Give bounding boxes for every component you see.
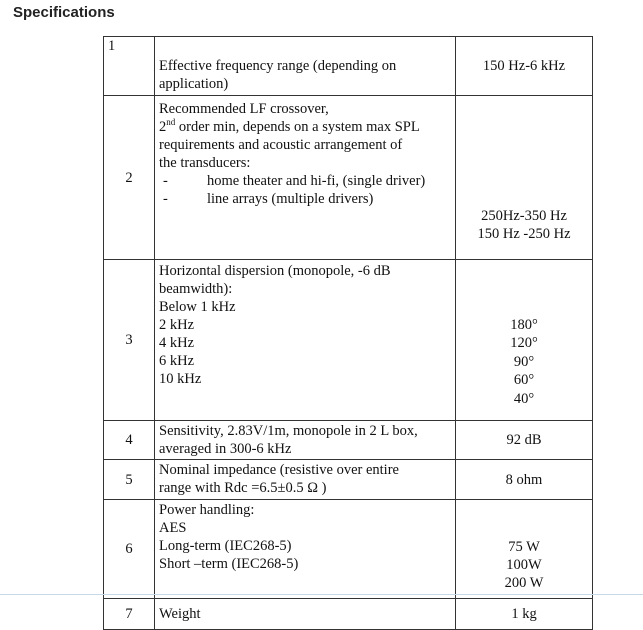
value-line: 180° <box>510 316 538 333</box>
order-rest: order min, depends on a system max SPL <box>175 119 420 135</box>
row-number: 1 <box>104 37 155 96</box>
table-row <box>104 421 593 460</box>
page-bottom-rule <box>0 594 643 595</box>
specifications-table <box>103 36 593 630</box>
row-description <box>155 96 456 260</box>
description-line: requirements and acoustic arrangement of <box>159 137 403 153</box>
value-line: 200 W <box>504 575 544 591</box>
table-row <box>104 96 593 260</box>
value-line: 120° <box>510 335 538 351</box>
row-value <box>456 37 593 96</box>
bullet-text: line arrays (multiple drivers) <box>207 191 374 207</box>
value-line: 100W <box>506 557 542 573</box>
description-line: application) <box>159 76 229 92</box>
row-number: 4 <box>104 421 155 460</box>
description-line: 10 kHz <box>159 371 202 387</box>
row-number: 6 <box>104 500 155 599</box>
description-line <box>159 118 455 136</box>
row-description <box>155 260 456 421</box>
description-line: 2 kHz <box>159 317 195 333</box>
description-line: beamwidth): <box>159 281 233 297</box>
value-line: 250Hz-350 Hz <box>481 208 567 224</box>
bullet-item <box>159 190 455 208</box>
value-line: 60° <box>513 372 535 388</box>
row-number: 2 <box>104 96 155 260</box>
description-line: 6 kHz <box>159 353 195 369</box>
row-description <box>155 599 456 630</box>
row-description <box>155 421 456 460</box>
table-row <box>104 599 593 630</box>
value-line: 1 kg <box>511 606 537 622</box>
value-line: 90° <box>513 353 535 370</box>
value-line: 75 W <box>508 539 540 555</box>
row-number: 5 <box>104 460 155 500</box>
table-row <box>104 260 593 421</box>
description-line: Sensitivity, 2.83V/1m, monopole in 2 L box, <box>159 423 418 439</box>
description-line: Recommended LF crossover, <box>159 101 329 117</box>
description-line: Weight <box>159 606 201 622</box>
row-description <box>155 500 456 599</box>
bullet-item <box>159 172 455 190</box>
description-line: AES <box>159 520 187 536</box>
row-value <box>456 500 593 599</box>
bullet-text: home theater and hi-fi, (single driver) <box>207 173 426 189</box>
description-line: range with Rdc =6.5±0.5 Ω ) <box>159 480 327 496</box>
description-line: averaged in 300-6 kHz <box>159 441 292 457</box>
row-description <box>155 37 456 96</box>
description-line: Effective frequency range (depending on <box>159 58 397 74</box>
row-value <box>456 421 593 460</box>
description-line: Nominal impedance (resistive over entire <box>159 462 399 478</box>
row-value <box>456 96 593 260</box>
page-title: Specifications <box>13 4 115 21</box>
description-line: Short –term (IEC268-5) <box>159 556 299 572</box>
bullet-dash: - <box>163 191 168 207</box>
row-value <box>456 260 593 421</box>
order-superscript: nd <box>166 117 176 128</box>
table-row <box>104 37 593 96</box>
description-line: the transducers: <box>159 155 251 171</box>
bullet-dash: - <box>163 173 168 189</box>
row-value <box>456 460 593 500</box>
value-line: 150 Hz -250 Hz <box>477 226 571 242</box>
value-line: 8 ohm <box>505 471 543 488</box>
description-line: 4 kHz <box>159 335 195 351</box>
row-number: 7 <box>104 599 155 630</box>
order-number: 2 <box>159 119 167 135</box>
description-line: Below 1 kHz <box>159 299 236 315</box>
row-description <box>155 460 456 500</box>
description-line: Power handling: <box>159 502 255 518</box>
value-line: 92 dB <box>506 432 542 448</box>
row-number: 3 <box>104 260 155 421</box>
description-line: Horizontal dispersion (monopole, -6 dB <box>159 263 391 279</box>
value-line: 150 Hz-6 kHz <box>482 58 566 74</box>
row-value <box>456 599 593 630</box>
table-row <box>104 500 593 599</box>
value-line: 40° <box>513 390 535 407</box>
table-row <box>104 460 593 500</box>
description-line: Long-term (IEC268-5) <box>159 538 292 554</box>
